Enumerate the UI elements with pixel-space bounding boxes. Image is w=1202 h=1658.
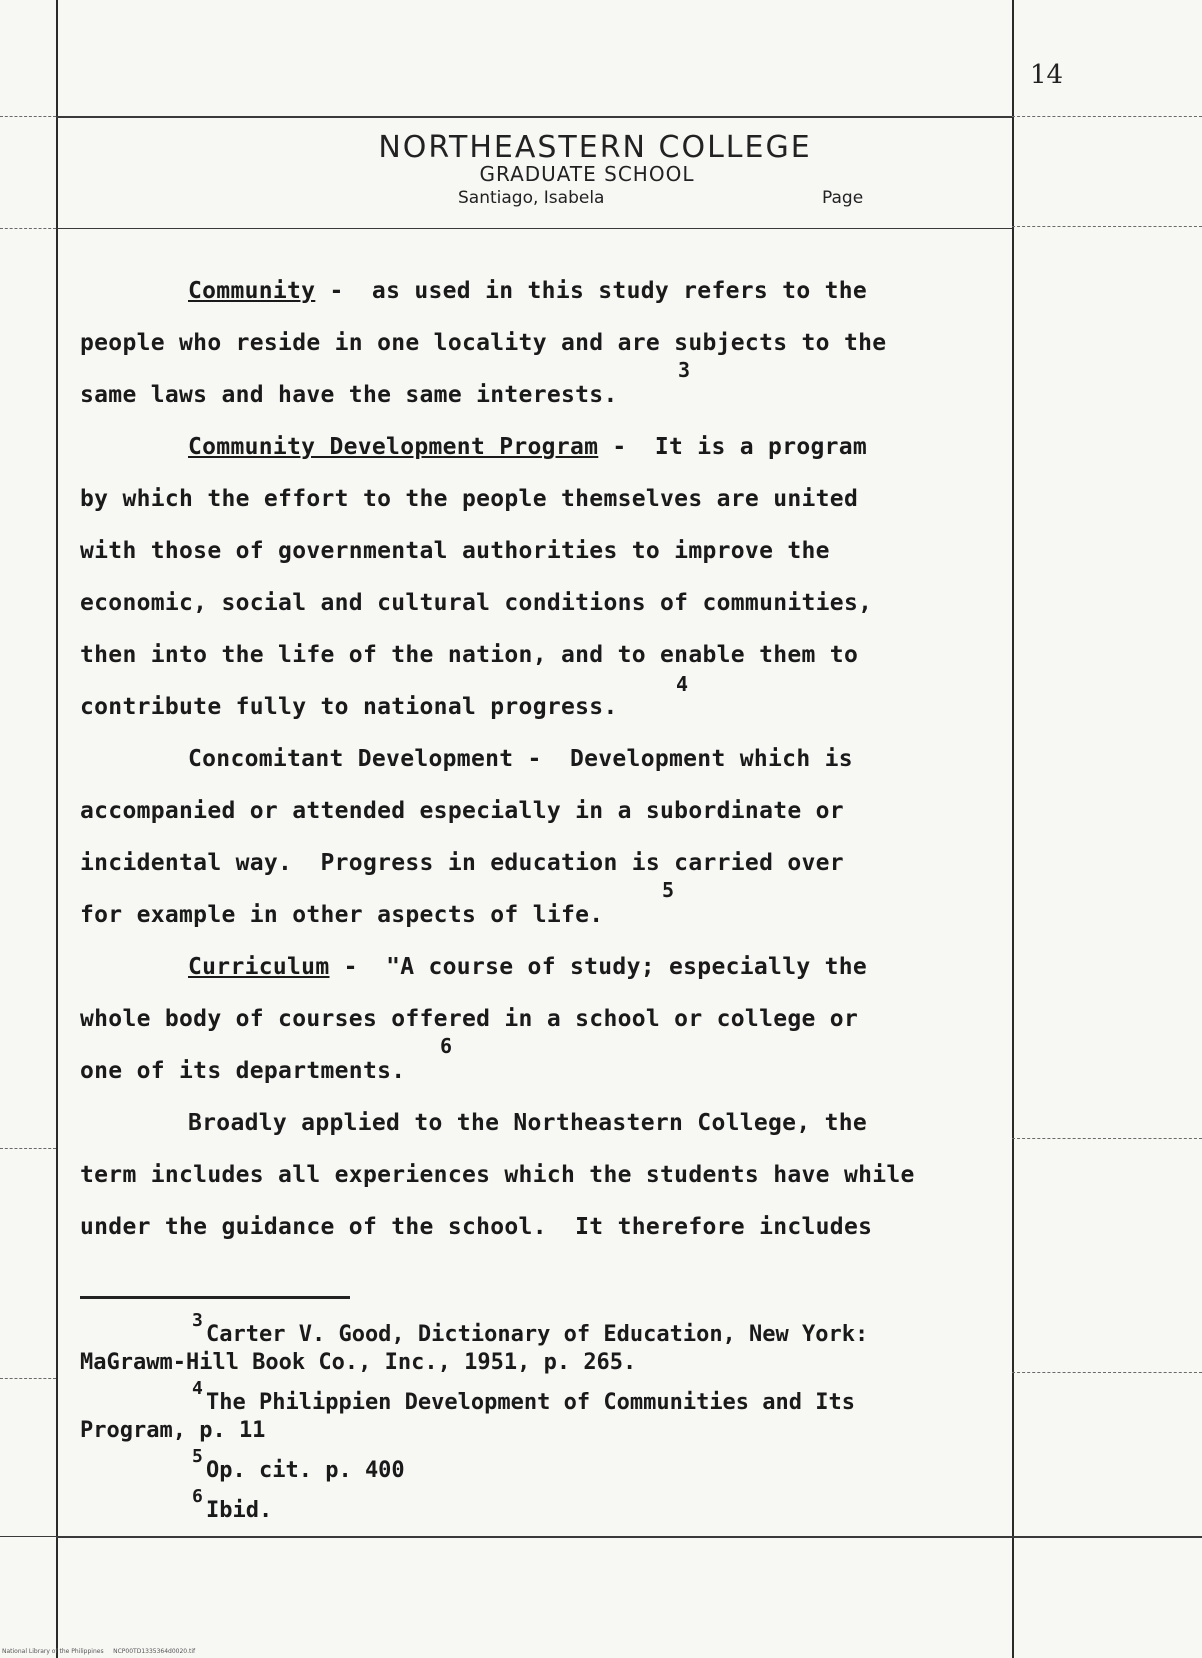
top-rule-left-ext xyxy=(0,116,56,118)
p2-line-2: by which the effort to the people themselves are united xyxy=(80,486,859,512)
header-rule-left-ext xyxy=(0,228,56,230)
footnote-3-number: 3 xyxy=(192,1310,203,1331)
term-curriculum: Curriculum xyxy=(188,954,330,980)
page-label: Page xyxy=(822,188,864,208)
mid-rule-right xyxy=(1012,1138,1202,1140)
footnote-4-line-2: Program, p. 11 xyxy=(80,1418,266,1443)
p3-line-4: for example in other aspects of life. xyxy=(80,902,604,928)
header-rule xyxy=(56,228,1012,229)
footnote-4-line-1: The Philippien Development of Communities and Its xyxy=(206,1390,856,1415)
p2-line-4: economic, social and cultural conditions of communities, xyxy=(80,590,873,616)
p2-line-1: Community Development Program - It is a program xyxy=(188,434,868,460)
top-rule-right-ext xyxy=(1012,116,1202,118)
p2-line-3: with those of governmental authorities to improve the xyxy=(80,538,830,564)
page-number: 14 xyxy=(1030,60,1064,90)
footnote-ref-6: 6 xyxy=(440,1034,453,1058)
term-community: Community xyxy=(188,278,316,304)
p1-line-3: same laws and have the same interests. xyxy=(80,382,618,408)
term-community-development-program: Community Development Program xyxy=(188,434,599,460)
p3-line-1: Concomitant Development - Development which is xyxy=(188,746,853,772)
footnote-ref-4: 4 xyxy=(676,672,689,696)
college-location: Santiago, Isabela xyxy=(458,188,605,208)
right-margin-line xyxy=(1012,0,1014,1658)
p1-line-1: Community - as used in this study refers to the xyxy=(188,278,868,304)
footnote-5-line-1: Op. cit. p. 400 xyxy=(206,1458,405,1483)
footnote-ref-5: 5 xyxy=(662,878,675,902)
p2-line-5: then into the life of the nation, and to enable them to xyxy=(80,642,859,668)
bottom-rule-left xyxy=(0,1536,56,1537)
footnote-6-line-1: Ibid. xyxy=(206,1498,273,1523)
footnote-6-number: 6 xyxy=(192,1486,203,1507)
top-rule xyxy=(56,116,1012,118)
footnote-3-line-2: MaGrawm-Hill Book Co., Inc., 1951, p. 265. xyxy=(80,1350,637,1375)
footnote-5-number: 5 xyxy=(192,1446,203,1467)
p5-line-2: term includes all experiences which the students have while xyxy=(80,1162,915,1188)
mid-rule-left xyxy=(0,1148,56,1150)
college-name: NORTHEASTERN COLLEGE xyxy=(378,130,812,165)
footnote-4-number: 4 xyxy=(192,1378,203,1399)
footnote-ref-3: 3 xyxy=(678,358,691,382)
footnote-3-line-1: Carter V. Good, Dictionary of Education, New York: xyxy=(206,1322,869,1347)
lower-rule-right xyxy=(1012,1372,1202,1374)
school-name: GRADUATE SCHOOL xyxy=(479,162,695,186)
p5-line-1: Broadly applied to the Northeastern College, the xyxy=(188,1110,868,1136)
p3-line-2: accompanied or attended especially in a subordinate or xyxy=(80,798,844,824)
lower-rule-left xyxy=(0,1378,56,1380)
bottom-rule xyxy=(56,1536,1202,1538)
p4-line-3: one of its departments. xyxy=(80,1058,406,1084)
p1-line-2: people who reside in one locality and are subjects to the xyxy=(80,330,887,356)
p2-line-6: contribute fully to national progress. xyxy=(80,694,618,720)
header-rule-right-ext xyxy=(1012,226,1202,228)
p4-line-2: whole body of courses offered in a school or college or xyxy=(80,1006,859,1032)
left-margin-line xyxy=(56,0,58,1658)
p5-line-3: under the guidance of the school. It therefore includes xyxy=(80,1214,873,1240)
p3-line-3: incidental way. Progress in education is carried over xyxy=(80,850,844,876)
p4-line-1: Curriculum - "A course of study; especially the xyxy=(188,954,868,980)
scan-caption: National Library of the Philippines NCP00TD1335364d0020.tif xyxy=(2,1648,196,1655)
footnote-separator xyxy=(80,1296,350,1299)
